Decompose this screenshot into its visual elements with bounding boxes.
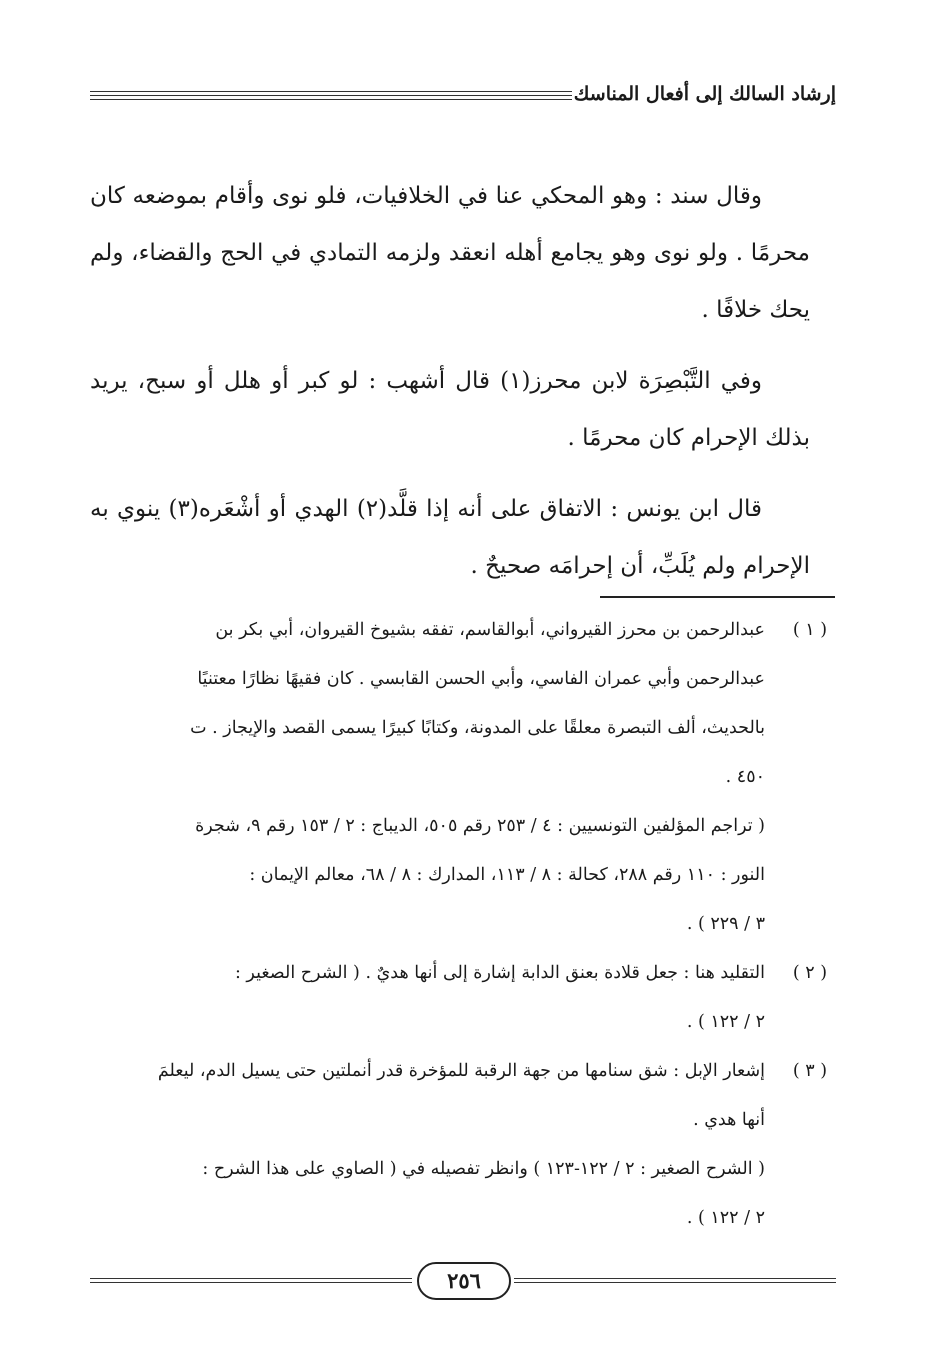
footnote-line: عبدالرحمن وأبي عمران الفاسي، وأبي الحسن القابسي . كان فقيهًا نظارًا معتنيًا xyxy=(197,669,765,689)
footer-rule xyxy=(90,1282,412,1283)
running-header xyxy=(90,80,836,110)
page-footer xyxy=(90,1262,836,1302)
footnote-line: بالحديث، ألف التبصرة معلقًا على المدونة، وكتابًا كبيرًا يسمى القصد والإيجاز . ت xyxy=(190,718,765,738)
footnote-2 xyxy=(90,949,835,1047)
footnote-line: ٢ / ١٢٢ ) . xyxy=(686,1208,765,1228)
footnote-line: التقليد هنا : جعل قلادة بعنق الدابة إشارة إلى أنها هديٌ . ( الشرح الصغير : xyxy=(234,963,765,983)
footnote-number: ( ١ ) xyxy=(792,620,828,640)
footnote-line: ٢ / ١٢٢ ) . xyxy=(686,1012,765,1032)
header-rule xyxy=(90,99,572,100)
footer-rule xyxy=(514,1278,836,1279)
footer-rule xyxy=(514,1282,836,1283)
footnote-line: ( تراجم المؤلفين التونسيين : ٤ / ٢٥٣ رقم ٥٠٥، الديباج : ٢ / ١٥٣ رقم ٩، شجرة xyxy=(195,816,765,836)
footnotes xyxy=(90,606,835,1243)
footnote-3 xyxy=(90,1047,835,1243)
footnote-number: ( ٢ ) xyxy=(792,963,828,983)
footnote-line: ( الشرح الصغير : ٢ / ١٢٢-١٢٣ ) وانظر تفصيله في ( الصاوي على هذا الشرح : xyxy=(202,1159,765,1179)
footnote-line: ٣ / ٢٢٩ ) . xyxy=(686,914,765,934)
header-rule xyxy=(90,91,572,92)
footnote-line: النور : ١١٠ رقم ٢٨٨، كحالة : ٨ / ١١٣، المدارك : ٨ / ٦٨، معالم الإيمان : xyxy=(249,865,765,885)
body-paragraph: وفي التَّبْصِرَة لابن محرز(١) قال أشهب : لو كبر أو هلل أو سبح، يريد بذلك الإحرام كان محرمًا . xyxy=(90,368,810,451)
footnote-line: ٤٥٠ . xyxy=(725,767,765,787)
footnote-number: ( ٣ ) xyxy=(792,1061,828,1081)
footnote-line: إشعار الإبل : شق سنامها من جهة الرقبة للمؤخرة قدر أنملتين حتى يسيل الدم، ليعلمَ xyxy=(157,1061,765,1081)
main-text xyxy=(90,168,810,609)
body-paragraph: قال ابن يونس : الاتفاق على أنه إذا قلَّد(٢) الهدي أو أشْعَره(٣) ينوي به الإحرام ولم يُلَبِّ، أن إحرامَه صحيحٌ . xyxy=(90,496,810,579)
footnote-line: عبدالرحمن بن محرز القيرواني، أبوالقاسم، تفقه بشيوخ القيروان، أبي بكر بن xyxy=(215,620,765,640)
page-number: ٢٥٦ xyxy=(417,1262,511,1300)
running-header-title: إرشاد السالك إلى أفعال المناسك xyxy=(573,83,836,105)
header-rule xyxy=(90,95,572,96)
footer-rule xyxy=(90,1278,412,1279)
footnote-separator xyxy=(600,596,835,598)
footnote-line: أنها هدي . xyxy=(693,1110,765,1130)
footnote-1 xyxy=(90,606,835,949)
body-paragraph: وقال سند : وهو المحكي عنا في الخلافيات، فلو نوى وأقام بموضعه كان محرمًا . ولو نوى وهو يجامع أهله انعقد ولزمه التمادي في الحج والقضاء، ولم يحك خلافًا . xyxy=(90,183,810,323)
